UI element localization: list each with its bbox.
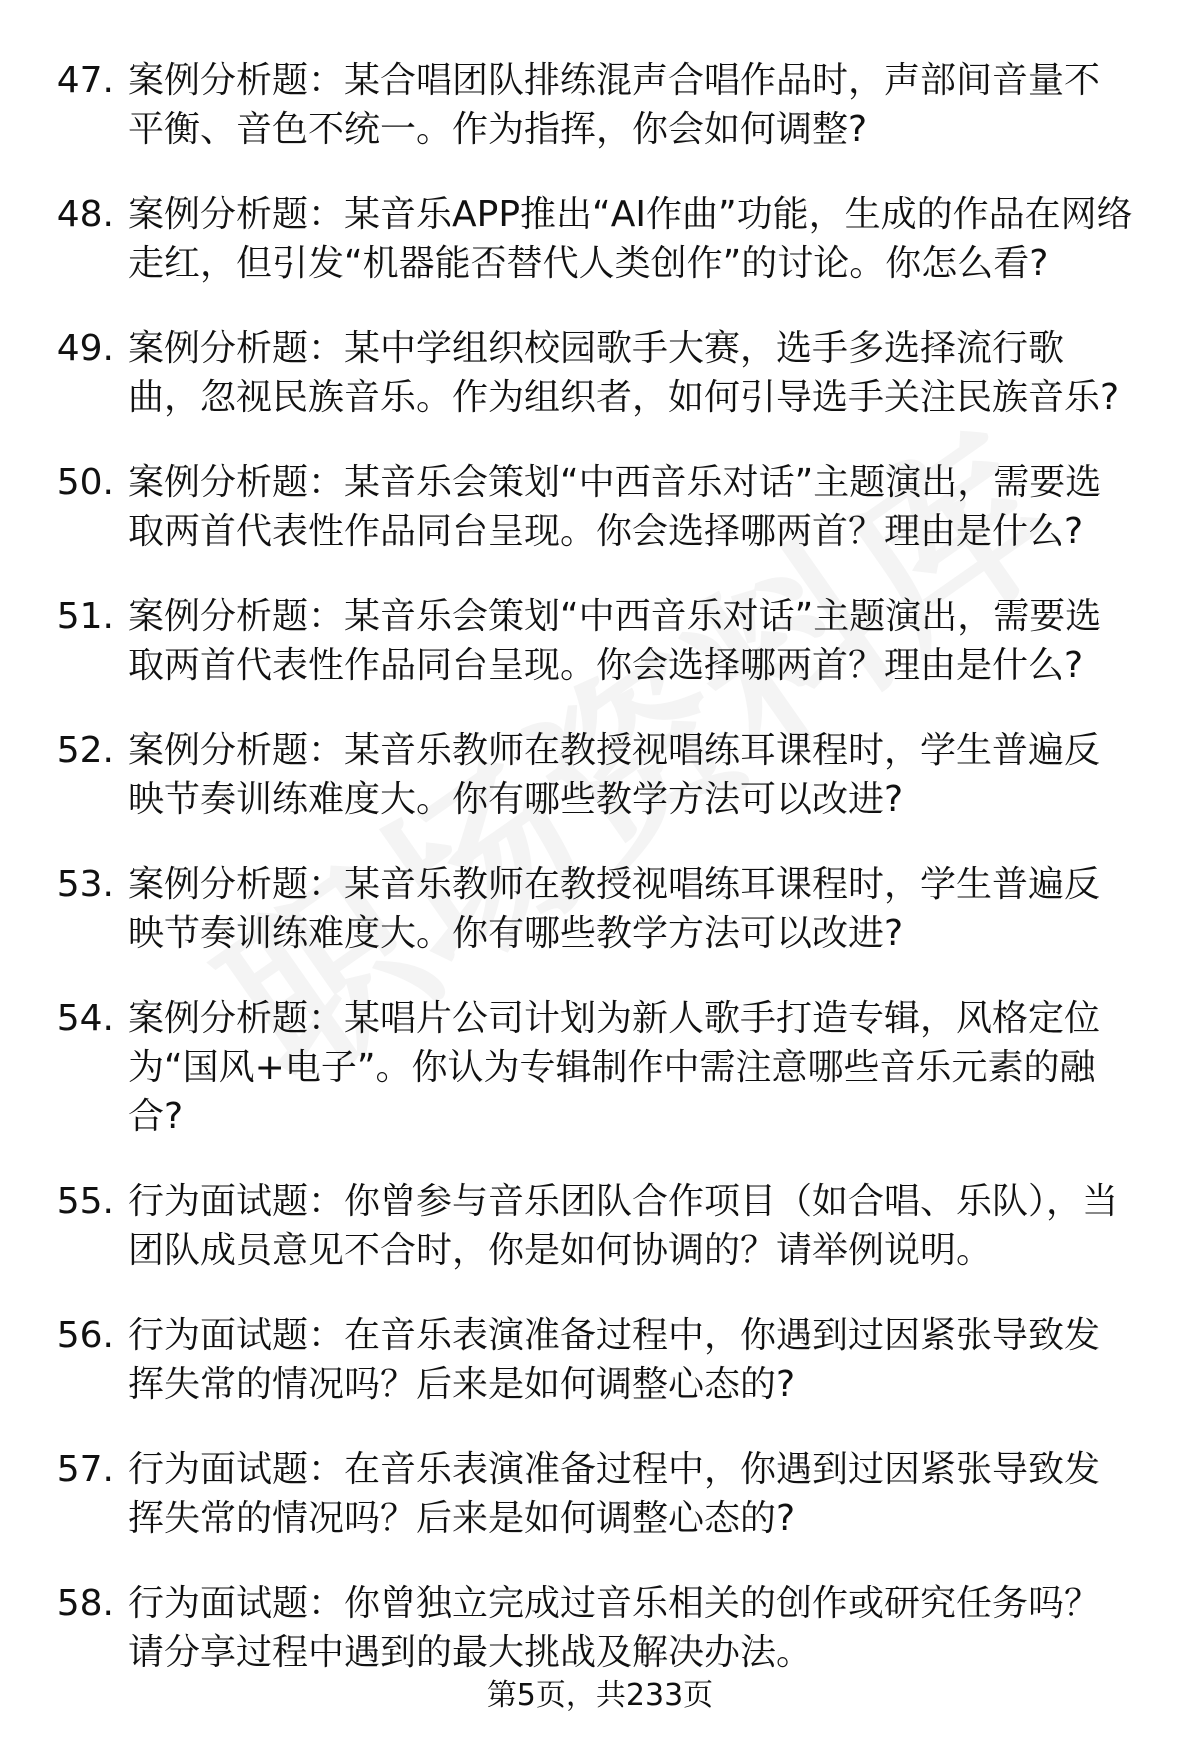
question-item — [0, 1311, 1200, 1409]
question-text: 案例分析题：某音乐会策划“中西音乐对话”主题演出，需要选取两首代表性作品同台呈现。你会选择哪两首？理由是什么? — [128, 462, 1102, 552]
question-text: 行为面试题：在音乐表演准备过程中，你遇到过因紧张导致发挥失常的情况吗？后来是如何调整心态的? — [128, 1315, 1101, 1405]
question-number: 53. — [56, 864, 114, 905]
question-number: 57. — [56, 1449, 114, 1490]
question-item — [0, 1177, 1200, 1275]
question-item — [0, 860, 1200, 958]
question-number: 54. — [56, 998, 114, 1039]
question-text: 行为面试题：你曾参与音乐团队合作项目（如合唱、乐队），当团队成员意见不合时，你是如何协调的？请举例说明。 — [128, 1181, 1119, 1271]
question-number: 51. — [56, 596, 114, 637]
question-item — [0, 994, 1200, 1141]
question-text: 案例分析题：某中学组织校园歌手大赛，选手多选择流行歌曲，忽视民族音乐。作为组织者，如何引导选手关注民族音乐? — [128, 328, 1120, 418]
question-number: 58. — [56, 1583, 114, 1624]
question-number: 56. — [56, 1315, 114, 1356]
question-text: 行为面试题：在音乐表演准备过程中，你遇到过因紧张导致发挥失常的情况吗？后来是如何调整心态的? — [128, 1449, 1101, 1539]
question-number: 47. — [56, 60, 114, 101]
question-text: 案例分析题：某音乐APP推出“AI作曲”功能，生成的作品在网络走红，但引发“机器能否替代人类创作”的讨论。你怎么看? — [128, 194, 1133, 284]
page-footer: 第5页，共233页 — [486, 1678, 714, 1713]
question-text: 案例分析题：某合唱团队排练混声合唱作品时，声部间音量不平衡、音色不统一。作为指挥，你会如何调整? — [128, 60, 1101, 150]
question-text: 行为面试题：你曾独立完成过音乐相关的创作或研究任务吗？请分享过程中遇到的最大挑战及解决办法。 — [128, 1583, 1101, 1673]
question-item — [0, 56, 1200, 154]
question-text: 案例分析题：某音乐教师在教授视唱练耳课程时，学生普遍反映节奏训练难度大。你有哪些教学方法可以改进? — [128, 730, 1101, 820]
question-number: 55. — [56, 1181, 114, 1222]
question-text: 案例分析题：某音乐会策划“中西音乐对话”主题演出，需要选取两首代表性作品同台呈现。你会选择哪两首？理由是什么? — [128, 596, 1102, 686]
question-item — [0, 324, 1200, 422]
question-text: 案例分析题：某唱片公司计划为新人歌手打造专辑，风格定位为“国风+电子”。你认为专辑制作中需注意哪些音乐元素的融合? — [128, 998, 1101, 1137]
question-item — [0, 1579, 1200, 1677]
question-list — [0, 56, 1200, 1713]
question-number: 49. — [56, 328, 114, 369]
question-item — [0, 592, 1200, 690]
question-number: 52. — [56, 730, 114, 771]
question-number: 48. — [56, 194, 114, 235]
question-item — [0, 1445, 1200, 1543]
question-item — [0, 190, 1200, 288]
question-number: 50. — [56, 462, 114, 503]
question-item — [0, 458, 1200, 556]
question-item — [0, 726, 1200, 824]
question-text: 案例分析题：某音乐教师在教授视唱练耳课程时，学生普遍反映节奏训练难度大。你有哪些教学方法可以改进? — [128, 864, 1101, 954]
